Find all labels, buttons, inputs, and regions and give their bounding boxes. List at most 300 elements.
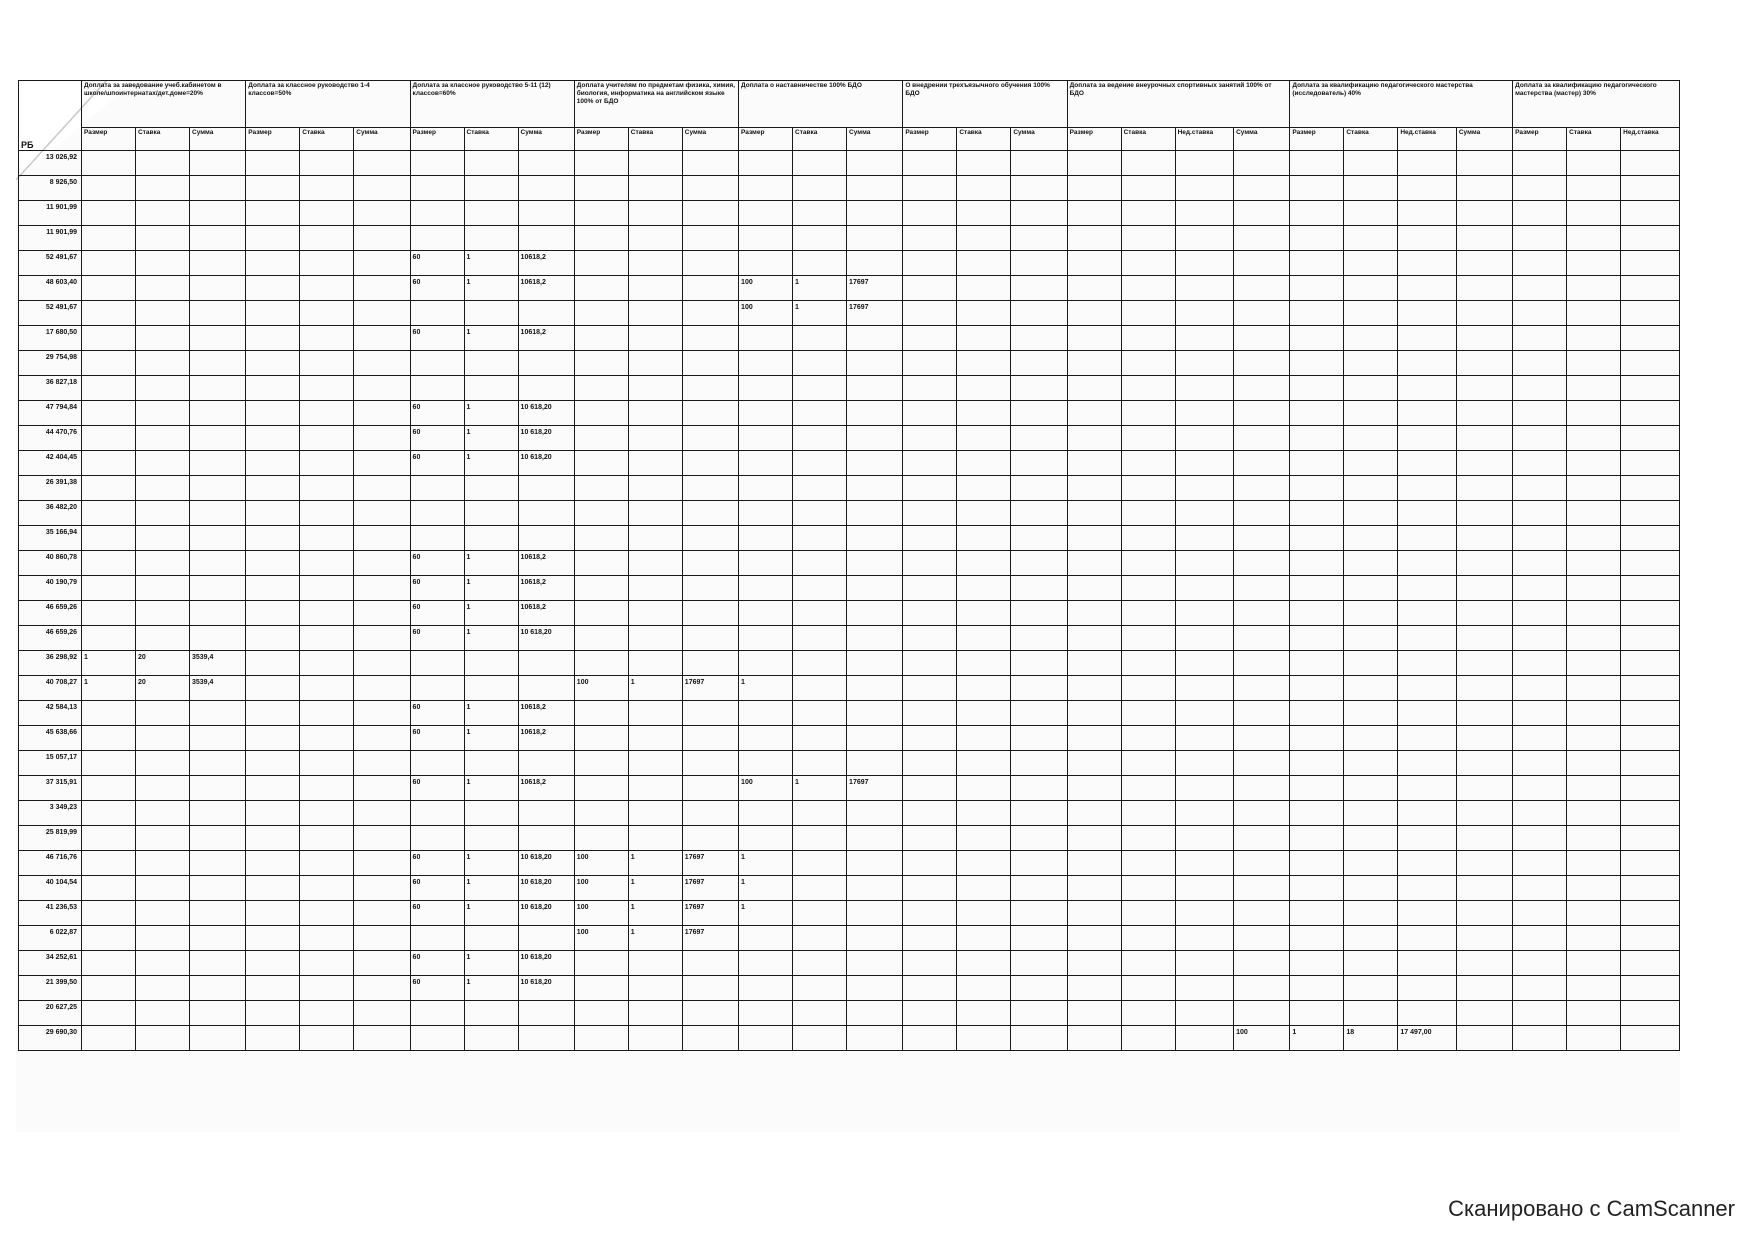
table-cell: 20: [136, 651, 190, 676]
table-cell: [628, 326, 682, 351]
table-cell: [739, 1001, 793, 1026]
table-cell: [682, 476, 738, 501]
table-cell: [1513, 426, 1567, 451]
table-cell: [1398, 826, 1457, 851]
group-header: Доплата о наставничестве 100% БДО: [739, 81, 903, 128]
table-cell: [1513, 501, 1567, 526]
table-cell: [354, 926, 410, 951]
table-cell: [739, 601, 793, 626]
table-cell: [1121, 826, 1175, 851]
table-cell: [847, 526, 903, 551]
table-cell: [1175, 601, 1234, 626]
subheader-hours: Нед.ставка: [1621, 128, 1680, 151]
table-cell: [1344, 701, 1398, 726]
table-cell: [190, 976, 246, 1001]
table-cell: [246, 851, 300, 876]
table-cell: [847, 201, 903, 226]
table-cell: [246, 426, 300, 451]
table-cell: [957, 651, 1011, 676]
table-cell: [1344, 751, 1398, 776]
table-cell: [1175, 851, 1234, 876]
table-cell: 1: [464, 976, 518, 1001]
table-cell: [354, 876, 410, 901]
table-cell: [1456, 326, 1512, 351]
table-cell: [1513, 526, 1567, 551]
table-cell: [1456, 451, 1512, 476]
table-cell: [574, 576, 628, 601]
table-cell: 1: [464, 426, 518, 451]
table-cell: [1121, 376, 1175, 401]
table-cell: [574, 826, 628, 851]
table-cell: [1513, 826, 1567, 851]
table-cell: [1121, 701, 1175, 726]
table-cell: [739, 701, 793, 726]
table-cell: [957, 401, 1011, 426]
subheader-sum: Сумма: [847, 128, 903, 151]
table-cell: 100: [574, 676, 628, 701]
table-cell: [628, 201, 682, 226]
table-cell: [518, 476, 574, 501]
table-cell: 10 618,20: [518, 976, 574, 1001]
table-cell: [1011, 576, 1067, 601]
table-cell: [246, 351, 300, 376]
table-cell: [957, 851, 1011, 876]
table-cell: 10 618,20: [518, 626, 574, 651]
table-cell: [1290, 701, 1344, 726]
table-cell: 1: [793, 276, 847, 301]
table-cell: [682, 301, 738, 326]
table-cell: 10618,2: [518, 551, 574, 576]
table-cell: [82, 851, 136, 876]
table-cell: [903, 476, 957, 501]
table-cell: [410, 676, 464, 701]
table-cell: [903, 1001, 957, 1026]
rs-cell: 8 926,50: [19, 176, 82, 201]
table-cell: [300, 651, 354, 676]
table-cell: [354, 351, 410, 376]
table-cell: 60: [410, 726, 464, 751]
table-cell: [246, 151, 300, 176]
table-cell: [300, 176, 354, 201]
table-cell: 1: [793, 776, 847, 801]
table-cell: [1456, 826, 1512, 851]
table-cell: [136, 851, 190, 876]
table-cell: [464, 201, 518, 226]
table-cell: [82, 576, 136, 601]
table-cell: [1234, 251, 1290, 276]
table-cell: [1011, 426, 1067, 451]
table-cell: [847, 376, 903, 401]
table-cell: [793, 926, 847, 951]
table-cell: [1011, 1026, 1067, 1051]
table-cell: [847, 476, 903, 501]
table-row: [19, 826, 1680, 851]
table-cell: [1513, 626, 1567, 651]
table-cell: [1344, 1001, 1398, 1026]
table-cell: [1067, 201, 1121, 226]
table-cell: [1398, 576, 1457, 601]
table-cell: [1456, 276, 1512, 301]
table-cell: [464, 476, 518, 501]
table-cell: [136, 351, 190, 376]
table-cell: [1011, 851, 1067, 876]
table-cell: [1513, 901, 1567, 926]
table-cell: [354, 626, 410, 651]
table-cell: [136, 376, 190, 401]
table-cell: [847, 801, 903, 826]
table-cell: [1011, 376, 1067, 401]
table-cell: [246, 476, 300, 501]
subheader-rate: Ставка: [464, 128, 518, 151]
table-cell: [1175, 276, 1234, 301]
subheader-rate: Ставка: [1567, 128, 1621, 151]
table-cell: 100: [739, 276, 793, 301]
table-cell: 1: [739, 676, 793, 701]
table-cell: [1067, 951, 1121, 976]
table-cell: [574, 176, 628, 201]
subheader-sum: Сумма: [1234, 128, 1290, 151]
table-cell: [739, 376, 793, 401]
table-cell: [628, 501, 682, 526]
table-cell: [903, 351, 957, 376]
table-cell: [1513, 476, 1567, 501]
rs-cell: 21 399,50: [19, 976, 82, 1001]
table-cell: [1121, 726, 1175, 751]
table-cell: [518, 151, 574, 176]
table-cell: [957, 826, 1011, 851]
table-cell: 10 618,20: [518, 401, 574, 426]
table-cell: [1290, 501, 1344, 526]
table-cell: [136, 826, 190, 851]
table-cell: [354, 726, 410, 751]
table-cell: [793, 226, 847, 251]
table-row: [19, 576, 1680, 601]
table-cell: [1067, 776, 1121, 801]
table-cell: [518, 351, 574, 376]
table-cell: [1234, 976, 1290, 1001]
table-cell: [1567, 626, 1621, 651]
table-cell: [1456, 226, 1512, 251]
table-cell: [1621, 676, 1680, 701]
table-cell: [136, 601, 190, 626]
table-cell: [1290, 551, 1344, 576]
table-cell: [739, 426, 793, 451]
table-cell: [300, 701, 354, 726]
table-cell: [957, 976, 1011, 1001]
table-cell: [1621, 801, 1680, 826]
table-cell: [136, 926, 190, 951]
table-cell: [136, 226, 190, 251]
rs-cell: 13 026,92: [19, 151, 82, 176]
table-cell: [1513, 876, 1567, 901]
table-cell: [793, 601, 847, 626]
table-cell: [1456, 251, 1512, 276]
subheader-sum: Сумма: [354, 128, 410, 151]
table-cell: [1513, 176, 1567, 201]
table-cell: [682, 1026, 738, 1051]
table-cell: [1067, 926, 1121, 951]
table-cell: [1011, 726, 1067, 751]
table-cell: [82, 876, 136, 901]
table-cell: [1344, 576, 1398, 601]
table-cell: [1513, 1026, 1567, 1051]
table-cell: [1398, 451, 1457, 476]
table-cell: [957, 526, 1011, 551]
rs-cell: 44 470,76: [19, 426, 82, 451]
table-row: [19, 751, 1680, 776]
table-cell: [354, 501, 410, 526]
table-cell: [1344, 801, 1398, 826]
table-cell: [1621, 526, 1680, 551]
table-cell: [246, 751, 300, 776]
table-cell: [1234, 426, 1290, 451]
table-cell: 17697: [847, 301, 903, 326]
rs-cell: 47 794,84: [19, 401, 82, 426]
table-cell: [1234, 276, 1290, 301]
table-cell: [628, 826, 682, 851]
table-cell: [136, 326, 190, 351]
table-cell: [518, 376, 574, 401]
table-cell: [574, 751, 628, 776]
table-cell: [300, 851, 354, 876]
table-cell: 10 618,20: [518, 901, 574, 926]
table-cell: [300, 526, 354, 551]
table-cell: [136, 551, 190, 576]
table-cell: [574, 201, 628, 226]
table-cell: [682, 426, 738, 451]
table-cell: [1234, 301, 1290, 326]
table-cell: [903, 501, 957, 526]
table-cell: [903, 1026, 957, 1051]
table-cell: 10 618,20: [518, 851, 574, 876]
table-cell: [190, 601, 246, 626]
table-cell: [1513, 376, 1567, 401]
table-cell: [1621, 376, 1680, 401]
table-cell: [682, 701, 738, 726]
table-cell: [136, 476, 190, 501]
table-cell: [1234, 751, 1290, 776]
table-cell: [957, 676, 1011, 701]
table-cell: [1175, 151, 1234, 176]
table-cell: [246, 626, 300, 651]
table-cell: [300, 601, 354, 626]
table-cell: [1398, 426, 1457, 451]
table-cell: [82, 801, 136, 826]
table-row: [19, 326, 1680, 351]
table-cell: [410, 1026, 464, 1051]
table-cell: [300, 926, 354, 951]
table-cell: [1398, 551, 1457, 576]
table-cell: [903, 776, 957, 801]
table-cell: [1513, 551, 1567, 576]
subheader-rate: Ставка: [1121, 128, 1175, 151]
table-row: [19, 976, 1680, 1001]
table-cell: 100: [574, 851, 628, 876]
table-cell: [190, 426, 246, 451]
table-cell: [1344, 551, 1398, 576]
table-cell: [1344, 726, 1398, 751]
table-cell: [354, 401, 410, 426]
table-cell: [1456, 1001, 1512, 1026]
table-cell: [1067, 851, 1121, 876]
table-cell: [1456, 476, 1512, 501]
table-cell: [628, 476, 682, 501]
table-cell: [354, 576, 410, 601]
table-cell: [739, 726, 793, 751]
table-cell: [682, 401, 738, 426]
table-cell: [574, 401, 628, 426]
table-cell: [957, 776, 1011, 801]
table-cell: [903, 426, 957, 451]
table-cell: [628, 551, 682, 576]
table-cell: [1344, 926, 1398, 951]
table-cell: [957, 151, 1011, 176]
table-cell: [682, 251, 738, 276]
table-cell: [682, 451, 738, 476]
table-cell: [354, 376, 410, 401]
table-cell: [793, 876, 847, 901]
table-cell: [739, 201, 793, 226]
table-cell: [1234, 551, 1290, 576]
table-cell: [246, 226, 300, 251]
table-cell: [190, 351, 246, 376]
table-cell: [1067, 576, 1121, 601]
table-cell: [1621, 551, 1680, 576]
table-cell: [739, 176, 793, 201]
table-cell: [136, 176, 190, 201]
table-cell: [300, 876, 354, 901]
table-cell: [793, 626, 847, 651]
table-cell: [903, 301, 957, 326]
table-cell: [793, 526, 847, 551]
table-cell: [739, 651, 793, 676]
table-cell: [793, 751, 847, 776]
table-cell: [1011, 651, 1067, 676]
table-cell: [793, 826, 847, 851]
table-cell: [1398, 276, 1457, 301]
table-cell: [1234, 351, 1290, 376]
table-cell: 100: [1234, 1026, 1290, 1051]
subheader-hours: Нед.ставка: [1398, 128, 1457, 151]
table-cell: [1621, 176, 1680, 201]
table-cell: [1456, 376, 1512, 401]
table-cell: [1234, 626, 1290, 651]
table-cell: [1121, 851, 1175, 876]
table-cell: [354, 426, 410, 451]
table-cell: [739, 151, 793, 176]
table-cell: [1344, 951, 1398, 976]
table-cell: [1398, 951, 1457, 976]
table-cell: [793, 426, 847, 451]
table-cell: [1621, 751, 1680, 776]
table-cell: [1344, 426, 1398, 451]
table-cell: [1234, 726, 1290, 751]
table-cell: [1567, 1026, 1621, 1051]
table-cell: [847, 676, 903, 701]
table-cell: [682, 201, 738, 226]
table-cell: [464, 1001, 518, 1026]
group-header: Доплата за квалификацию педагогического мастерства (исследователь) 40%: [1290, 81, 1513, 128]
table-cell: [1011, 951, 1067, 976]
table-cell: [628, 351, 682, 376]
table-cell: [1121, 176, 1175, 201]
table-cell: [957, 176, 1011, 201]
table-cell: [1456, 626, 1512, 651]
table-cell: [847, 1001, 903, 1026]
table-cell: [82, 701, 136, 726]
table-row: [19, 1001, 1680, 1026]
table-cell: [136, 401, 190, 426]
table-cell: [1011, 226, 1067, 251]
table-cell: 20: [136, 676, 190, 701]
table-cell: [682, 951, 738, 976]
table-cell: [574, 351, 628, 376]
table-cell: [957, 926, 1011, 951]
table-cell: 1: [1290, 1026, 1344, 1051]
table-cell: [739, 226, 793, 251]
table-cell: [1121, 776, 1175, 801]
table-cell: [1621, 351, 1680, 376]
table-cell: [1456, 801, 1512, 826]
table-cell: [1567, 876, 1621, 901]
table-cell: [1456, 726, 1512, 751]
table-cell: 10618,2: [518, 726, 574, 751]
table-cell: [190, 1026, 246, 1051]
table-cell: [957, 326, 1011, 351]
subheader-rate: Ставка: [957, 128, 1011, 151]
table-cell: [1234, 876, 1290, 901]
table-cell: [1621, 901, 1680, 926]
table-cell: [190, 851, 246, 876]
table-cell: [1011, 901, 1067, 926]
table-cell: [1344, 501, 1398, 526]
table-cell: 1: [464, 951, 518, 976]
table-cell: [628, 426, 682, 451]
table-cell: [1067, 551, 1121, 576]
rs-cell: 36 827,18: [19, 376, 82, 401]
table-cell: [1344, 601, 1398, 626]
table-cell: [574, 226, 628, 251]
table-row: [19, 626, 1680, 651]
table-cell: [1456, 601, 1512, 626]
table-cell: [793, 576, 847, 601]
table-cell: [464, 351, 518, 376]
table-cell: [739, 451, 793, 476]
table-row: [19, 951, 1680, 976]
table-cell: [1344, 301, 1398, 326]
table-cell: [300, 401, 354, 426]
table-cell: [1011, 826, 1067, 851]
table-cell: [354, 451, 410, 476]
table-cell: [1621, 501, 1680, 526]
table-cell: [464, 151, 518, 176]
table-row: [19, 301, 1680, 326]
table-cell: [82, 1026, 136, 1051]
rs-cell: 52 491,67: [19, 251, 82, 276]
table-cell: [354, 551, 410, 576]
table-cell: [1067, 276, 1121, 301]
table-cell: [1121, 251, 1175, 276]
table-cell: [190, 551, 246, 576]
table-cell: [847, 926, 903, 951]
table-cell: 17697: [847, 776, 903, 801]
table-cell: [903, 276, 957, 301]
table-cell: [190, 276, 246, 301]
table-cell: 1: [464, 626, 518, 651]
table-cell: [847, 601, 903, 626]
table-cell: [847, 151, 903, 176]
table-cell: [354, 176, 410, 201]
